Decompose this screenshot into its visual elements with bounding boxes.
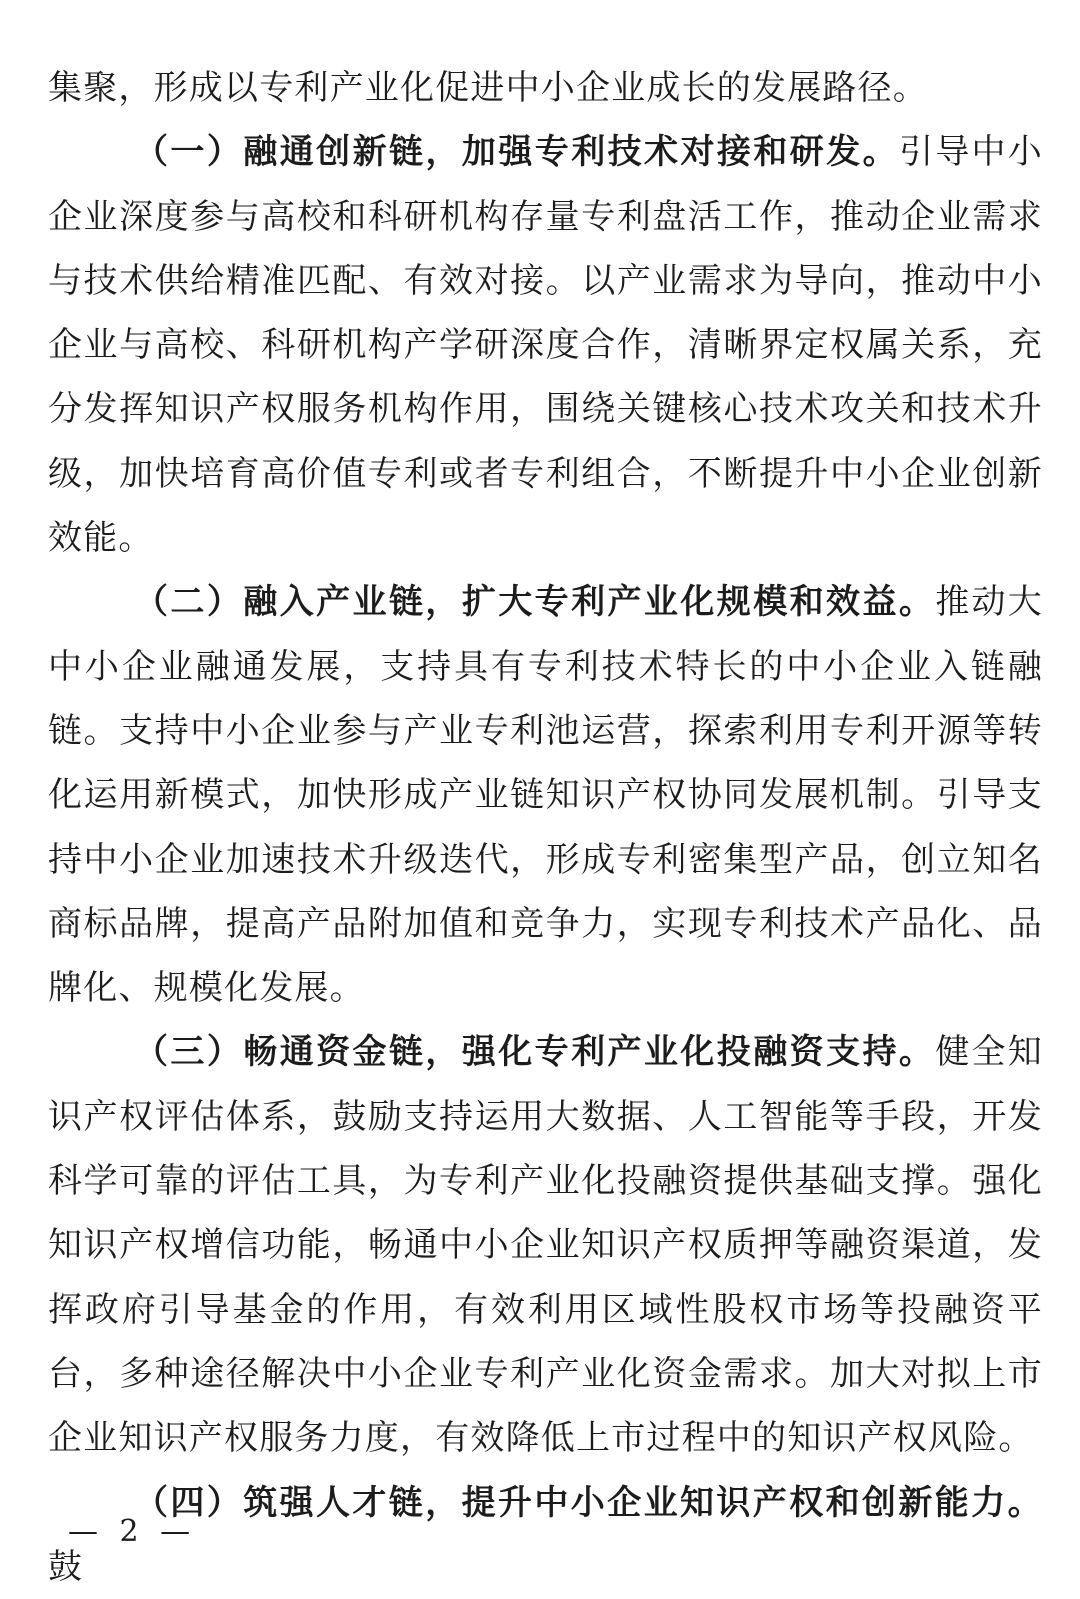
paragraph-section-1 bbox=[48, 120, 1043, 570]
page-number: — 2 — bbox=[68, 1514, 197, 1549]
paragraph-text: 集聚，形成以专利产业化促进中小企业成长的发展路径。 bbox=[48, 68, 928, 108]
section-heading: （二）融入产业链，扩大专利产业化规模和效益。 bbox=[134, 582, 936, 623]
paragraph-text: 健全知识产权评估体系，鼓励支持运用大数据、人工智能等手段，开发科学可靠的评估工具，为专利产业化投融资提供基础支撑。强化知识产权增信功能，畅通中小企业知识产权质押等融资渠道，发挥政府引导基金的作用，有效利用区域性股权市场等投融资平台，多种途径解决中小企业专利产业化资金需求。加大对拟上市企业知识产权服务力度，有效降低上市过程中的知识产权风险。 bbox=[48, 1032, 1043, 1459]
document-body bbox=[48, 56, 1043, 1599]
paragraph-section-3 bbox=[48, 1020, 1043, 1470]
paragraph-section-2 bbox=[48, 570, 1043, 1020]
section-heading: （一）融通创新链，加强专利技术对接和研发。 bbox=[134, 132, 900, 173]
section-heading: （四）筑强人才链，提升中小企业知识产权和创新能力。 bbox=[134, 1482, 1043, 1523]
paragraph-text: 推动大中小企业融通发展，支持具有专利技术特长的中小企业入链融链。支持中小企业参与产业专利池运营，探索利用专利开源等转化运用新模式，加快形成产业链知识产权协同发展机制。引导支持中小企业加速技术升级迭代，形成专利密集型产品，创立知名商标品牌，提高产品附加值和竞争力，实现专利技术产品化、品牌化、规模化发展。 bbox=[48, 582, 1043, 1009]
section-heading: （三）畅通资金链，强化专利产业化投融资支持。 bbox=[134, 1032, 936, 1073]
paragraph-text: 引导中小企业深度参与高校和科研机构存量专利盘活工作，推动企业需求与技术供给精准匹配、有效对接。以产业需求为导向，推动中小企业与高校、科研机构产学研深度合作，清晰界定权属关系，充分发挥知识产权服务机构作用，围绕关键核心技术攻关和技术升级，加快培育高价值专利或者专利组合，不断提升中小企业创新效能。 bbox=[48, 132, 1043, 559]
paragraph-text: 鼓 bbox=[48, 1546, 84, 1587]
paragraph-continuation bbox=[48, 56, 1043, 120]
paragraph-section-4 bbox=[48, 1471, 1043, 1599]
